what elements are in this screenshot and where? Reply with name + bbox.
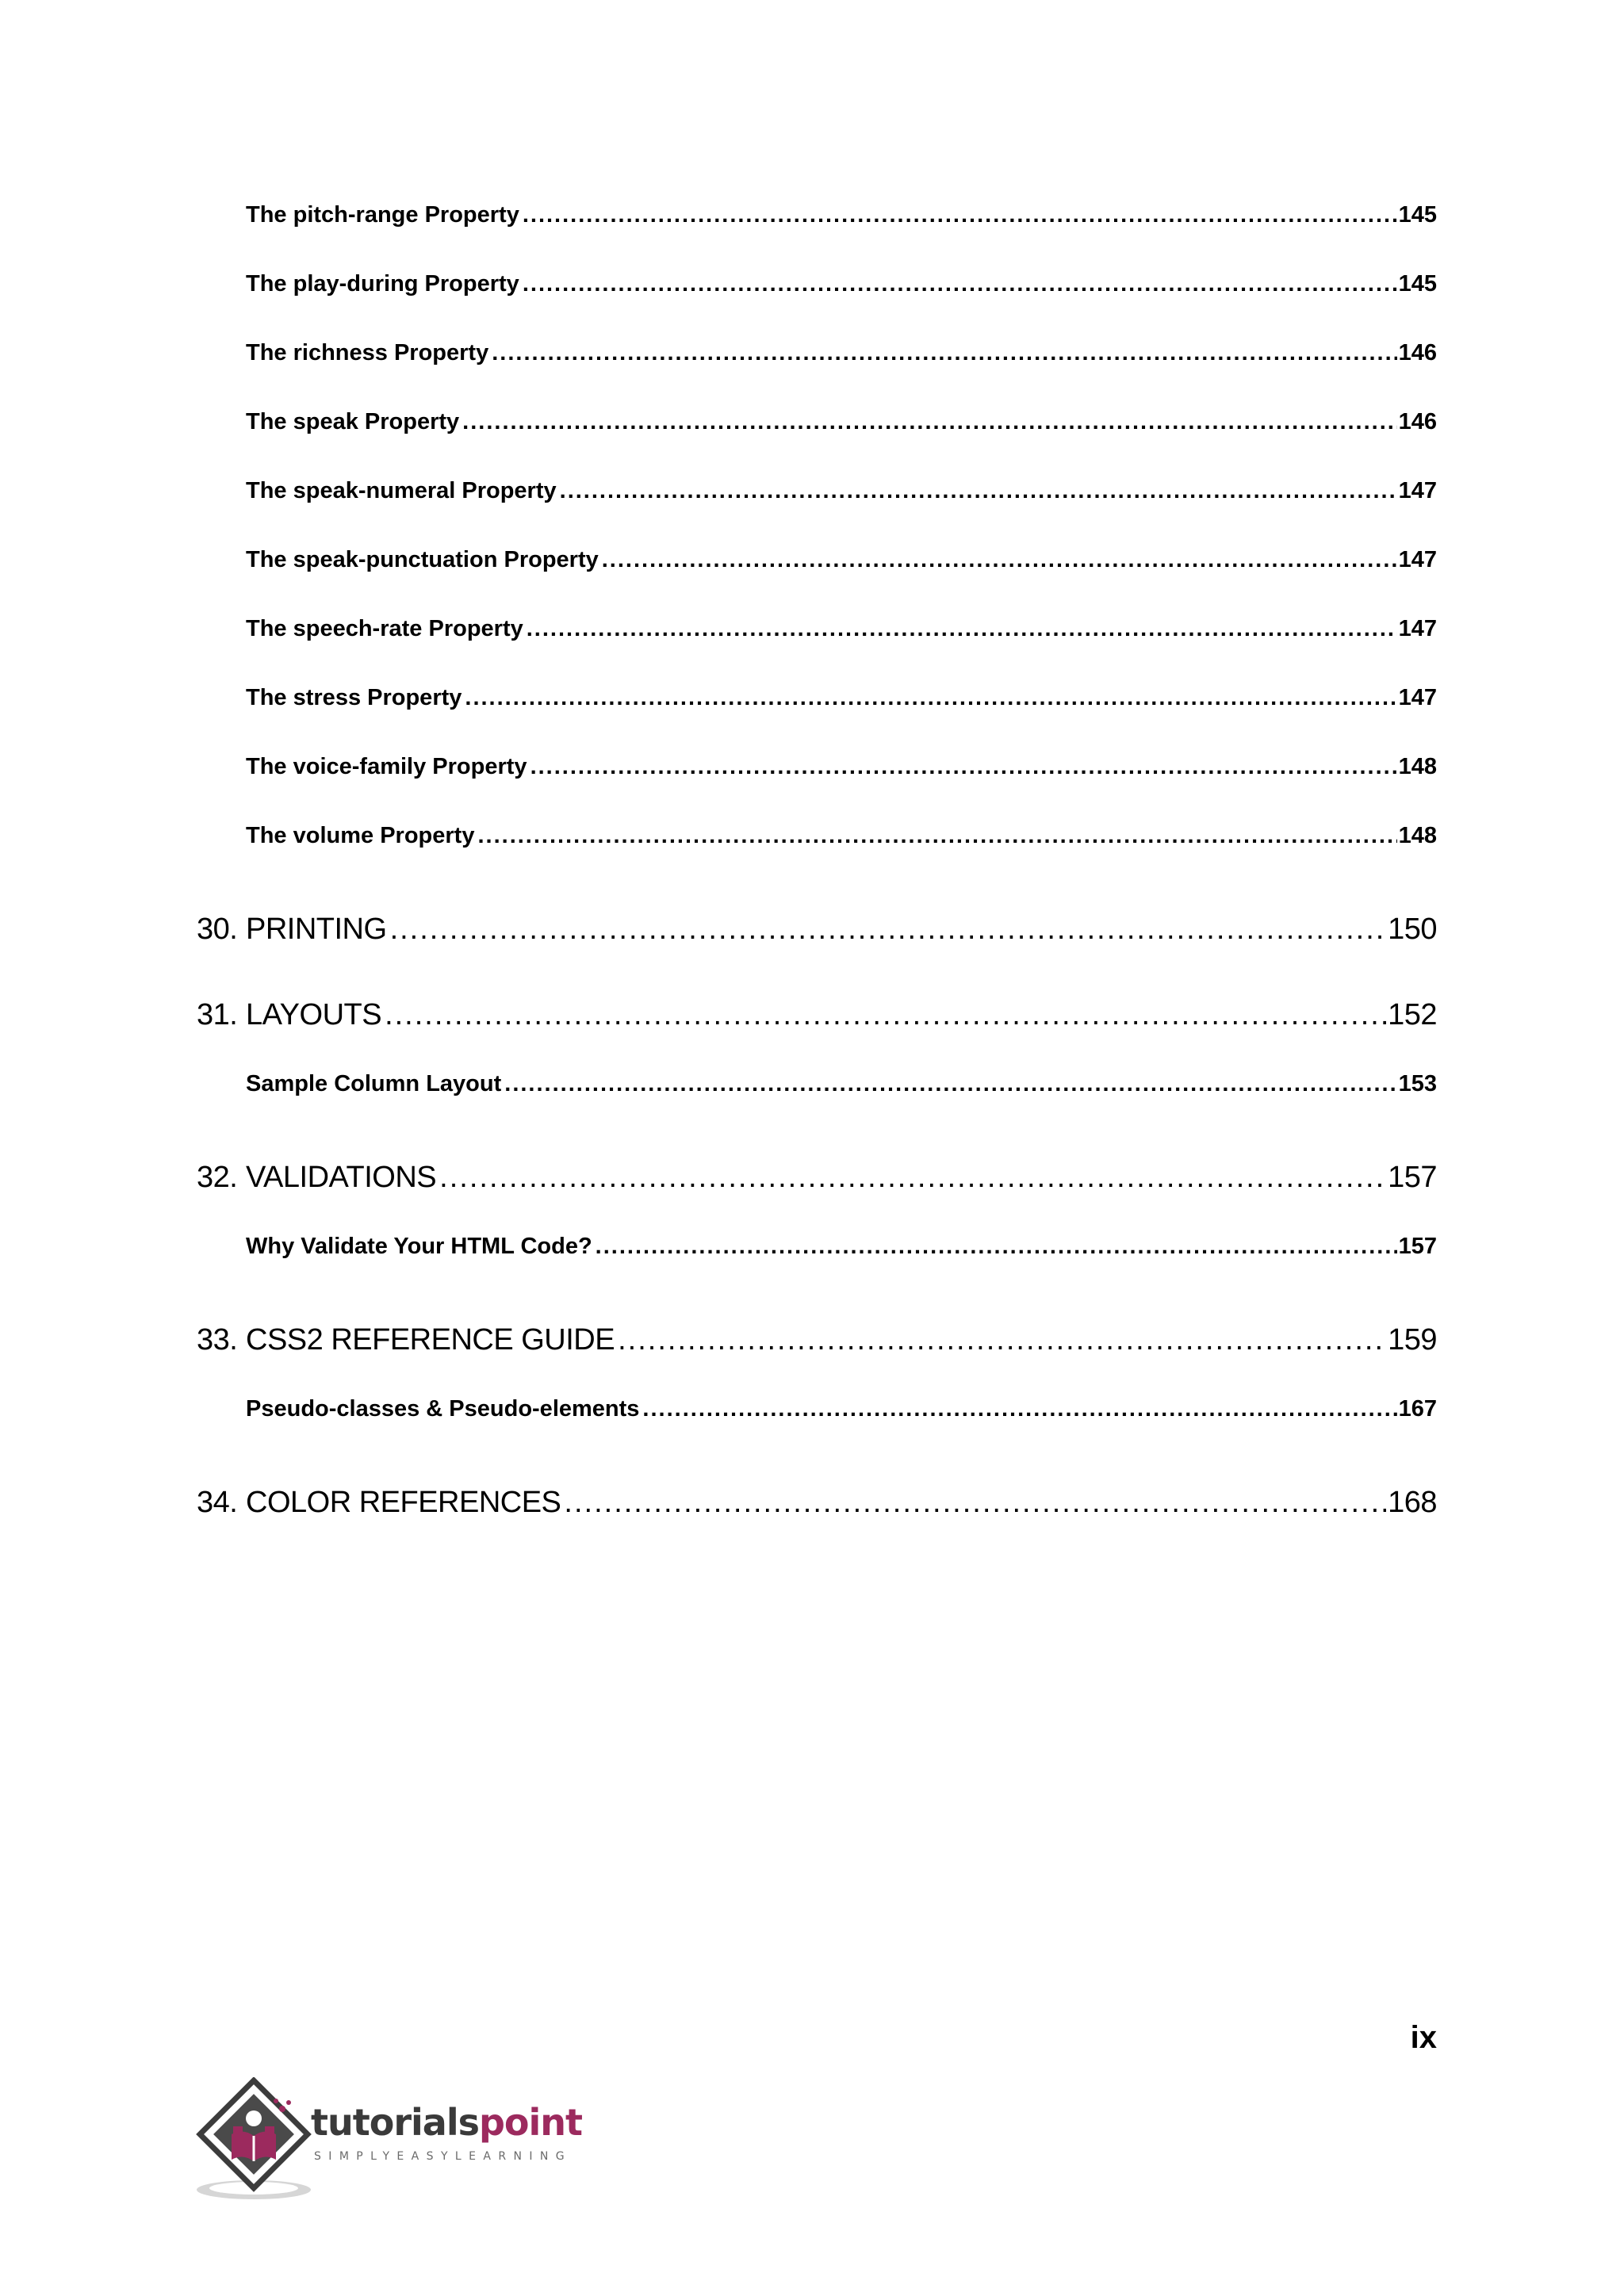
chapter-number: 32. <box>197 1161 238 1194</box>
toc-chapter[interactable] <box>197 1142 1437 1212</box>
tutorialspoint-logo <box>193 2077 606 2204</box>
toc-entry-title: The volume Property <box>246 823 475 848</box>
toc-subentry[interactable] <box>246 595 1437 664</box>
toc-chapter[interactable] <box>197 980 1437 1050</box>
dot-leader <box>504 1050 1396 1119</box>
dot-leader <box>618 1305 1386 1375</box>
chapter-number: 31. <box>197 998 238 1031</box>
toc-entry-title: The play-during Property <box>246 271 519 297</box>
logo-wordmark <box>311 2101 582 2144</box>
dot-leader <box>602 526 1397 595</box>
toc-subentry[interactable] <box>246 319 1437 388</box>
chapter-title: LAYOUTS <box>246 998 382 1031</box>
chapter-number: 30. <box>197 913 238 946</box>
toc-entry-title: Why Validate Your HTML Code? <box>246 1234 592 1259</box>
toc-entry-page: 167 <box>1398 1396 1437 1422</box>
dot-leader <box>477 802 1396 871</box>
toc-chapter[interactable] <box>197 1305 1437 1375</box>
chapter-page: 168 <box>1388 1486 1437 1519</box>
toc-entry-title: The voice-family Property <box>246 754 527 779</box>
toc-subentry[interactable] <box>246 388 1437 457</box>
toc-entry-page: 153 <box>1398 1071 1437 1096</box>
toc-entry-title: The speak-punctuation Property <box>246 547 599 572</box>
toc-entry-title: The stress Property <box>246 685 462 710</box>
toc-subentry[interactable] <box>246 526 1437 595</box>
toc-entry-page: 147 <box>1398 478 1437 503</box>
chapter-page: 159 <box>1388 1323 1437 1357</box>
toc-subentry[interactable] <box>246 802 1437 871</box>
chapter-title: CSS2 REFERENCE GUIDE <box>246 1323 615 1357</box>
toc-entry-page: 147 <box>1398 685 1437 710</box>
dot-leader <box>465 664 1396 733</box>
toc-entry-page: 147 <box>1398 547 1437 572</box>
page-number: ix <box>1410 2020 1437 2055</box>
toc-entry-page: 148 <box>1398 754 1437 779</box>
toc-entry-page: 147 <box>1398 616 1437 641</box>
chapter-title: VALIDATIONS <box>246 1161 437 1194</box>
toc-subentry[interactable] <box>246 733 1437 802</box>
dot-leader <box>492 319 1396 388</box>
dot-leader <box>462 388 1396 457</box>
toc-entry-title: The speak Property <box>246 409 460 434</box>
toc-subentry[interactable] <box>246 181 1437 250</box>
chapter-page: 157 <box>1388 1161 1437 1194</box>
table-of-contents <box>197 181 1437 1537</box>
toc-entry-page: 145 <box>1398 271 1437 297</box>
toc-subentry[interactable] <box>246 664 1437 733</box>
dot-leader <box>560 457 1397 526</box>
chapter-page: 152 <box>1388 998 1437 1031</box>
toc-chapter[interactable] <box>197 1468 1437 1537</box>
toc-subentry[interactable] <box>246 1212 1437 1281</box>
toc-entry-page: 145 <box>1398 202 1437 228</box>
chapter-number: 34. <box>197 1486 238 1519</box>
dot-leader <box>439 1142 1386 1212</box>
chapter-number: 33. <box>197 1323 238 1357</box>
toc-entry-title: Sample Column Layout <box>246 1071 502 1096</box>
dot-leader <box>564 1468 1386 1537</box>
dot-leader <box>385 980 1386 1050</box>
toc-entry-page: 146 <box>1398 340 1437 365</box>
toc-chapter[interactable] <box>197 894 1437 964</box>
chapter-title: PRINTING <box>246 913 387 946</box>
toc-entry-page: 146 <box>1398 409 1437 434</box>
logo-emblem-icon <box>193 2077 320 2204</box>
dot-leader <box>523 250 1397 319</box>
toc-subentry[interactable] <box>246 1050 1437 1119</box>
toc-entry-page: 148 <box>1398 823 1437 848</box>
dot-leader <box>527 595 1397 664</box>
dot-leader <box>530 733 1397 802</box>
dot-leader <box>523 181 1397 250</box>
toc-entry-title: The speak-numeral Property <box>246 478 557 503</box>
logo-word-point: point <box>478 2101 583 2144</box>
logo-word-tutorials: tutorials <box>311 2101 479 2144</box>
toc-entry-title: The richness Property <box>246 340 489 365</box>
toc-subentry[interactable] <box>246 457 1437 526</box>
toc-entry-title: Pseudo-classes & Pseudo-elements <box>246 1396 640 1422</box>
toc-entry-title: The pitch-range Property <box>246 202 519 228</box>
dot-leader <box>596 1212 1397 1281</box>
dot-leader <box>642 1375 1396 1444</box>
chapter-title: COLOR REFERENCES <box>246 1486 561 1519</box>
toc-entry-page: 157 <box>1398 1234 1437 1259</box>
dot-leader <box>390 894 1387 964</box>
toc-entry-title: The speech-rate Property <box>246 616 523 641</box>
logo-tagline: SIMPLYEASYLEARNING <box>314 2150 572 2163</box>
toc-subentry[interactable] <box>246 1375 1437 1444</box>
toc-subentry[interactable] <box>246 250 1437 319</box>
chapter-page: 150 <box>1388 913 1437 946</box>
